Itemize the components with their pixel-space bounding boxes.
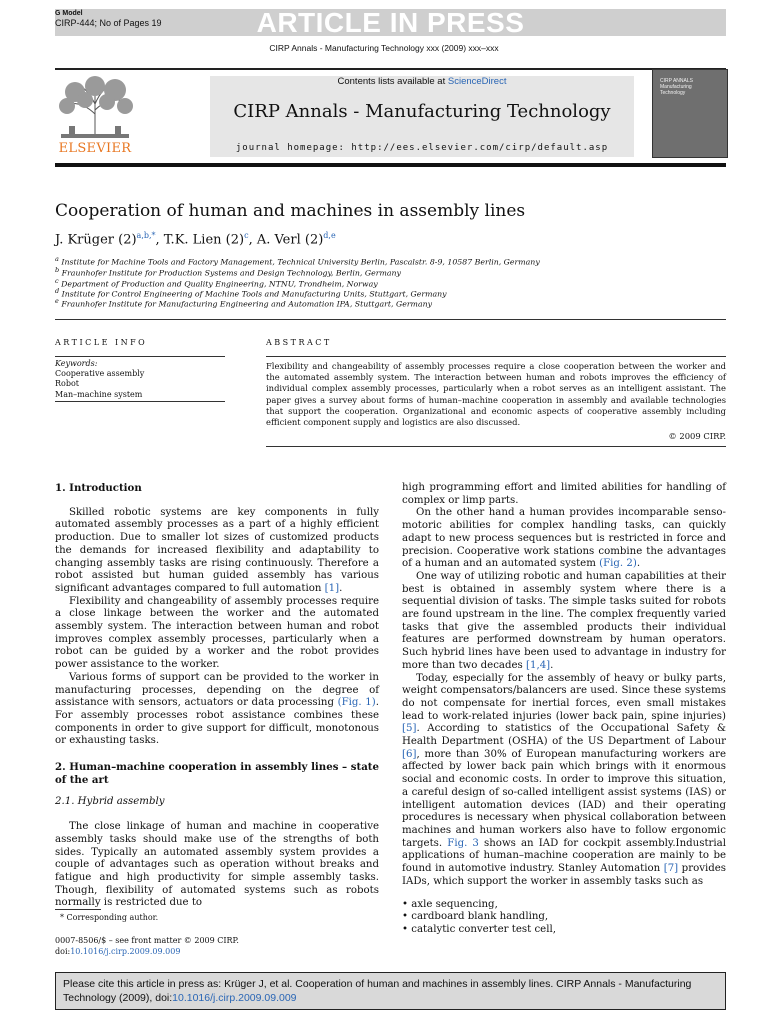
journal-title: CIRP Annals - Manufacturing Technology — [233, 101, 611, 122]
author-affil-mark[interactable]: d,e — [323, 231, 336, 240]
reference-link[interactable]: [1,4] — [526, 659, 551, 671]
article-info-rule — [55, 356, 225, 357]
affiliation-rule — [55, 319, 726, 320]
masthead-top-rule — [55, 68, 726, 70]
subsection-heading: 2.1. Hybrid assembly — [55, 796, 165, 808]
paragraph: Today, especially for the assembly of heavy or bulky parts, weight compensators/balancers are used. Since these systems do not compensate for inertial forces, even small mistakes lead to work-related injuries (lower back pain, spine injuries) [5]. According to statistics of the Occupational Safety & Health Department (OSHA) of the US Department of Labour [6], more than 30% of European manufacturing workers are affected by lower back pain which brings with it enormous social and economic costs. In order to improve this situation, a careful design of so-called intelligent assist systems (IAS) or intelligent automation devices (IAD) and their operating procedures is necessary when physical collaboration between machines and human workers also have to follow ergonomic targets. Fig. 3 shows an IAD for cockpit assembly.Industrial applications of human–machine cooperation are mainly to be found in automotive industry. Stanley Automation [7] provides IADs, which support the worker in assembly tasks such as — [402, 672, 727, 887]
keyword: Man–machine system — [55, 390, 143, 399]
article-in-press-label: ARTICLE IN PRESS — [256, 7, 525, 38]
bullet-list — [402, 899, 726, 937]
article-id: CIRP-444; No of Pages 19 — [55, 18, 162, 28]
body-column-left — [55, 482, 379, 910]
body-column-right — [402, 482, 726, 937]
affiliation: $^d$ Institute for Control Engineering of Machine Tools and Manufacturing Units, Stuttgart, Germany — [55, 287, 447, 299]
publisher-name: ELSEVIER — [58, 141, 132, 156]
author-name: A. Verl (2) — [256, 232, 324, 248]
figure-link[interactable]: (Fig. 1) — [337, 697, 376, 709]
cover-line-1: CIRP ANNALS — [660, 78, 693, 84]
masthead-bottom-rule — [55, 163, 726, 167]
paragraph: One way of utilizing robotic and human capabilities at their best is obtained in assembly system where there is a sequential division of tasks. The simple tasks suited for robots are found upstream in the line. The complex frequently varied tasks that give the assembled products their individual features are performed downstream by human operators. Such hybrid lines have been used to advantage in industry for more than two decades [1,4]. — [402, 570, 726, 671]
keyword: Robot — [55, 379, 79, 388]
g-model-label: G Model — [55, 10, 83, 17]
contents-line — [210, 76, 634, 87]
list-item: • axle sequencing, — [402, 898, 498, 910]
reference-link[interactable]: [1] — [324, 582, 340, 594]
figure-link[interactable]: Fig. 3 — [447, 837, 479, 849]
paragraph: On the other hand a human provides incomparable senso-motoric abilities for complex handling tasks, can quickly adapt to new process sequences but is restricted in force and precision. Cooperative work stations combine the advantages of a human and an automated system (Fig. 2). — [402, 507, 726, 570]
affiliation: $^c$ Department of Production and Quality Engineering, NTNU, Trondheim, Norway — [55, 277, 378, 289]
author-name: J. Krüger (2) — [55, 232, 137, 248]
contents-prefix: Contents lists available at — [337, 76, 446, 87]
cover-line-3: Technology — [660, 90, 686, 96]
paragraph: Various forms of support can be provided to the worker in manufacturing processes, depending on the degree of assistance with sensors, actuators or data processing (Fig. 1). For assembly processes robot assistance combines these components in order to give support for difficult, monotonous or exhausting tasks. — [55, 671, 379, 747]
keyword: Cooperative assembly — [55, 369, 145, 378]
corresponding-author-note: * Corresponding author. — [60, 913, 159, 922]
abstract-text: Flexibility and changeability of assembly processes require a close cooperation between the worker and the automated assembly system. The interaction between human and robots improves the efficiency of individual complex assembly processes, particularly when a robot serves as an intelligent assistant. The paper gives a survey about forms of human–machine cooperation in assembly and available technologies that support the cooperation. Organizational and economic aspects of cooperative assembly including efficient component supply and logistics are also discussed. — [266, 361, 726, 428]
article-info-heading: ARTICLE INFO — [55, 338, 148, 347]
reference-link[interactable]: [7] — [663, 863, 679, 875]
cover-title — [660, 78, 724, 96]
author-name: T.K. Lien (2) — [163, 232, 245, 248]
author-affil-mark[interactable]: a,b,* — [136, 231, 156, 240]
cover-line-2: Manufacturing — [660, 84, 692, 90]
paragraph: high programming effort and limited abilities for handling of complex or limp parts. — [402, 482, 726, 506]
citation-text: Please cite this article in press as: Krüger J, et al. Cooperation of human and machines in assembly lines. CIRP Annals - Manufacturing Technology (2009), doi:10.1016/j.cirp.2009.09.009 — [63, 978, 692, 1004]
issn-line: 0007-8506/$ – see front matter © 2009 CIRP. — [55, 936, 239, 945]
affiliation: $^b$ Fraunhofer Institute for Production Systems and Design Technology, Berlin, Germany — [55, 266, 401, 278]
section-heading: 2. Human–machine cooperation in assembly lines – state of the art — [55, 761, 379, 786]
doi-line: doi:10.1016/j.cirp.2009.09.009 — [55, 947, 181, 956]
doi-link[interactable]: 10.1016/j.cirp.2009.09.009 — [70, 947, 181, 956]
journal-running-line: CIRP Annals - Manufacturing Technology xxx (2009) xxx–xxx — [269, 43, 499, 53]
abstract-rule — [266, 356, 726, 357]
reference-link[interactable]: [6] — [402, 748, 417, 760]
affiliation: $^e$ Fraunhofer Institute for Manufacturing Engineering and Automation IPA, Stuttgart, Germany — [55, 297, 433, 309]
author-list: J. Krüger $(2)^{a,b,*}$, T.K. Lien $(2)^c$, A. Verl $(2)^{d,e}$ — [55, 231, 336, 248]
list-item: • cardboard blank handling, — [402, 911, 549, 923]
copyright: © 2009 CIRP. — [668, 431, 726, 441]
paragraph: Flexibility and changeability of assembly processes require a close linkage between the worker and the automated assembly system. The interaction between human and robot improves complex assembly processes, particularly when a robot can be guided by a worker and the robot provides power assistance to the worker. — [55, 595, 379, 671]
keywords-label: Keywords: — [55, 359, 98, 368]
journal-homepage[interactable]: journal homepage: http://ees.elsevier.com/cirp/default.asp — [235, 143, 609, 153]
sciencedirect-link[interactable]: ScienceDirect — [447, 76, 507, 87]
abstract-end-rule — [266, 446, 726, 447]
list-item: • catalytic converter test cell, — [402, 923, 556, 935]
section-heading: 1. Introduction — [55, 482, 142, 494]
figure-link[interactable]: (Fig. 2) — [599, 558, 637, 570]
author-affil-mark[interactable]: c — [244, 231, 249, 240]
abstract-heading: ABSTRACT — [266, 338, 332, 347]
paragraph: Skilled robotic systems are key components in fully automated assembly processes as a part of a highly efficient production. Due to smaller lot sizes of customized products the demands for increased flexibility and adaptability to changing assembly tasks are rising continuously. Therefore a robot assisted but human guided assembly has various significant advantages compared to full automation [1]. — [55, 506, 379, 594]
article-info-end-rule — [55, 401, 225, 402]
paragraph: The close linkage of human and machine in cooperative assembly tasks should make use of the strengths of both sides. Typically an automated assembly system provides a couple of advantages such as operation without breaks and fatigue and high productivity for simple assembly tasks. Though, flexibility of automated systems such as robots normally is restricted due to — [55, 821, 379, 909]
footnote-rule — [55, 909, 101, 910]
affiliation: $^a$ Institute for Machine Tools and Factory Management, Technical University Berlin, Pascalstr. 8-9, 10587 Berlin, Germany — [55, 255, 540, 267]
reference-link[interactable]: [5] — [402, 723, 417, 735]
article-title: Cooperation of human and machines in assembly lines — [55, 201, 526, 221]
citation-doi-link[interactable]: 10.1016/j.cirp.2009.09.009 — [172, 992, 297, 1004]
